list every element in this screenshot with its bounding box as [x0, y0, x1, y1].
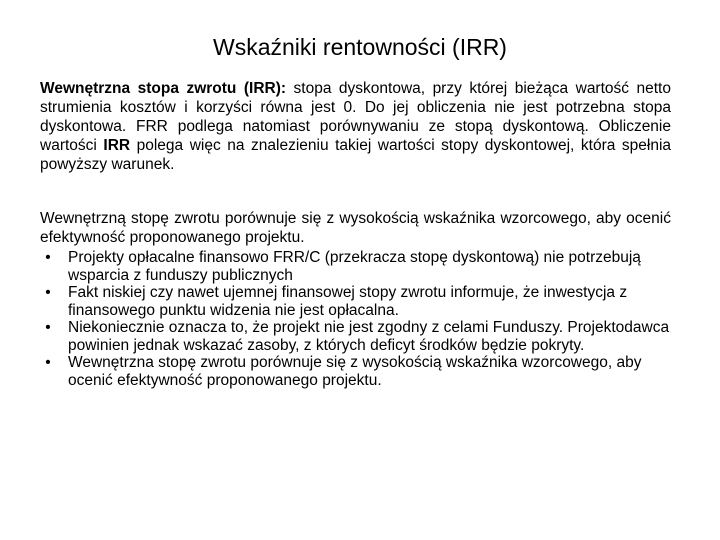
bullet-item [40, 249, 671, 284]
bullet-text: Fakt niskiej czy nawet ujemnej finansowej stopy zwrotu informuje, że inwestycja z finansowego punktu widzenia nie jest opłacalna. [68, 284, 628, 319]
bullet-icon: • [45, 319, 51, 336]
definition-paragraph [40, 79, 671, 174]
bullet-list [40, 249, 671, 389]
bullet-icon: • [45, 284, 51, 301]
bullet-text: Niekoniecznie oznacza to, że projekt nie jest zgodny z celami Funduszy. Projektodawca powinien jednak wskazać zasoby, z których deficyt środków będzie pokryty. [68, 319, 670, 354]
bullet-text: Wewnętrzna stopę zwrotu porównuje się z wysokością wskaźnika wzorcowego, aby ocenić efektywność proponowanego projektu. [68, 354, 642, 389]
definition-text: stopa dyskontowa, przy której bieżąca wartość netto strumienia kosztów i korzyści równa jest 0. Do jej obliczenia nie jest potrzebna stopa dyskontowa. FRR podlega natomiast porównywaniu ze stopą dyskontową. Obliczenie wartości [40, 80, 671, 154]
bullet-text: Projekty opłacalne finansowo FRR/C (przekracza stopę dyskontową) nie potrzebują wsparcia z funduszy publicznych [68, 249, 641, 284]
bullet-item [40, 284, 671, 319]
slide-title: Wskaźniki rentowności (IRR) [213, 34, 507, 60]
definition-text-end: polega więc na znalezieniu takiej wartości stopy dyskontowej, która spełnia powyższy warunek. [40, 137, 672, 173]
bullet-item [40, 354, 671, 389]
bullet-icon: • [45, 249, 51, 266]
bullet-icon: • [45, 354, 51, 371]
irr-term: Wewnętrzna stopa zwrotu (IRR): [40, 80, 287, 97]
irr-abbrev: IRR [103, 137, 131, 154]
comparison-paragraph: Wewnętrzną stopę zwrotu porównuje się z wysokością wskaźnika wzorcowego, aby ocenić efektywność proponowanego projektu. [40, 210, 671, 246]
bullet-item [40, 319, 671, 354]
